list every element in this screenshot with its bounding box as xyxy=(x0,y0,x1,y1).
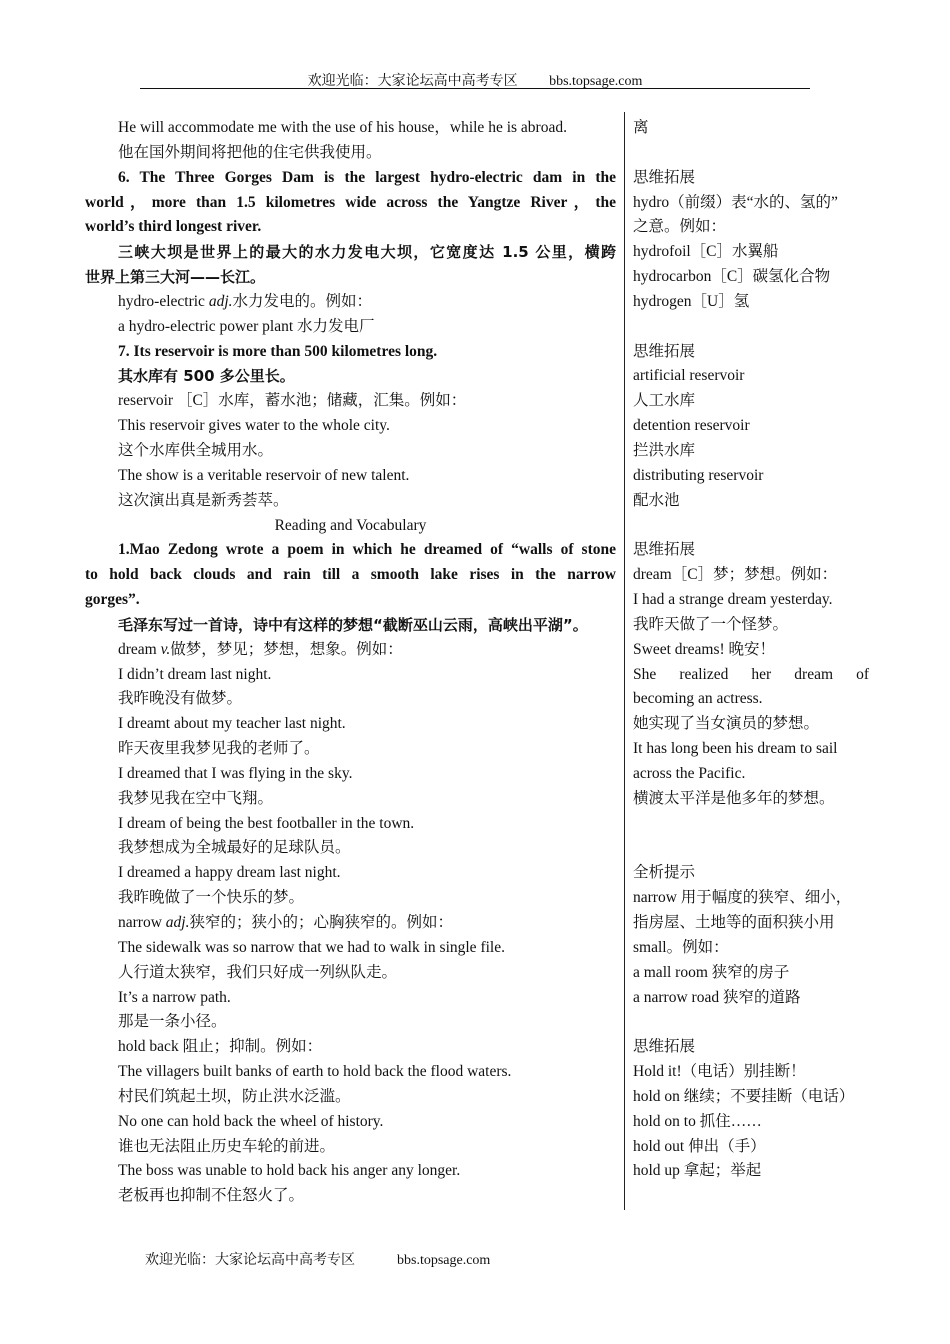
side-note-line: It has long been his dream to sail xyxy=(633,740,838,758)
text-line: He will accommodate me with the use of his house，while he is abroad. xyxy=(118,119,567,136)
side-note-line: 她实现了当女演员的梦想。 xyxy=(633,715,820,733)
side-note-line: becoming an actress. xyxy=(633,690,763,708)
side-note-line: a mall room 狭窄的房子 xyxy=(633,963,790,981)
text-line: The show is a veritable reservoir of new talent. xyxy=(118,466,410,484)
text-line: I dreamt about my teacher last night. xyxy=(118,715,346,733)
text-line: 我昨晚做了一个快乐的梦。 xyxy=(118,889,305,907)
side-note-line: a narrow road 狭窄的道路 xyxy=(633,988,801,1006)
vocab-hydro-electric xyxy=(85,290,616,315)
footer-url: bbs.topsage.com xyxy=(397,1253,491,1268)
main-column xyxy=(85,116,616,1209)
sentence-1-line: to hold back clouds and rain till a smooth lake rises in the narrow xyxy=(85,566,616,584)
text-line: The boss was unable to hold back his anger any longer. xyxy=(118,1162,461,1180)
side-note-line: Hold it!（电话）别挂断！ xyxy=(633,1063,806,1081)
text-line: The villagers built banks of earth to hold back the flood waters. xyxy=(118,1063,512,1081)
side-note-line: hold on 继续；不要挂断（电话） xyxy=(633,1087,855,1105)
spacer xyxy=(633,141,869,166)
side-note-line: 人工水库 xyxy=(633,392,696,410)
side-note-line: 之意。例如： xyxy=(633,218,727,236)
sentence-1-translation: 毛泽东写过一首诗，诗中有这样的梦想“截断巫山云雨，高峡出平湖”。 xyxy=(118,615,588,634)
definition: 水力发电的。例如： xyxy=(232,292,373,310)
side-note-line: 横渡太平洋是他多年的梦想。 xyxy=(633,789,835,807)
sentence-6-line: world’s third longest river. xyxy=(85,218,262,236)
part-of-speech: adj. xyxy=(165,914,190,931)
sentence-7-translation: 其水库有 500 多公里长。 xyxy=(118,367,295,386)
word: dream xyxy=(118,640,161,658)
text-line: 人行道太狭窄，我们只好成一列纵队走。 xyxy=(118,963,398,981)
side-note-heading: 思维拓展 xyxy=(633,541,696,559)
spacer xyxy=(633,836,869,861)
side-note-line: detention reservoir xyxy=(633,417,750,435)
side-note-heading: 思维拓展 xyxy=(633,168,696,186)
vocab-dream xyxy=(85,638,616,663)
text-line: 老板再也抑制不住怒火了。 xyxy=(118,1187,305,1205)
vocab-narrow xyxy=(85,911,616,936)
side-note-line: hold up 拿起；举起 xyxy=(633,1162,762,1180)
side-note-heading: 思维拓展 xyxy=(633,342,696,360)
sentence-6-translation: 世界上第三大河——长江。 xyxy=(85,268,266,287)
page-footer xyxy=(145,1249,490,1269)
header-url: bbs.topsage.com xyxy=(549,74,643,89)
spacer xyxy=(633,1010,869,1035)
sentence-6-translation: 三峡大坝是世界上的最大的水力发电大坝，它宽度达 1.5 公里，横跨 xyxy=(118,243,616,262)
footer-welcome: 欢迎光临：大家论坛高中高考专区 xyxy=(145,1253,355,1268)
side-note-line: hydrofoil［C］水翼船 xyxy=(633,243,779,261)
text-line: I didn’t dream last night. xyxy=(118,665,272,683)
text-line: The sidewalk was so narrow that we had to walk in single file. xyxy=(118,938,505,956)
vocab-hold-back: hold back 阻止；抑制。例如： xyxy=(118,1038,323,1056)
text-line: 谁也无法阻止历史车轮的前进。 xyxy=(118,1137,336,1155)
word: hydro-electric xyxy=(118,292,209,310)
text-line: 他在国外期间将把他的住宅供我使用。 xyxy=(118,143,382,161)
side-note-line: 离 xyxy=(633,119,649,136)
text-line: 那是一条小径。 xyxy=(118,1013,227,1031)
text-line: This reservoir gives water to the whole city. xyxy=(118,417,390,435)
side-note-heading: 全析提示 xyxy=(633,864,696,882)
text-line: a hydro-electric power plant 水力发电厂 xyxy=(118,317,375,335)
text-line: 昨天夜里我梦见我的老师了。 xyxy=(118,740,320,758)
side-note-line: narrow 用于幅度的狭窄、细小， xyxy=(633,889,852,907)
text-line: I dreamed a happy dream last night. xyxy=(118,864,341,882)
side-note-line: hold out 伸出（手） xyxy=(633,1137,766,1155)
text-line: I dreamed that I was flying in the sky. xyxy=(118,764,353,782)
sentence-6-line: 6. The Three Gorges Dam is the largest hydro-electric dam in the xyxy=(118,168,616,186)
vocab-reservoir: reservoir ［C］水库，蓄水池；储藏，汇集。例如： xyxy=(118,392,467,410)
side-note-line: hydro（前缀）表“水的、氢的” xyxy=(633,193,838,211)
section-heading: Reading and Vocabulary xyxy=(274,516,427,534)
sentence-1-line: 1.Mao Zedong wrote a poem in which he dreamed of “walls of stone xyxy=(118,541,616,559)
text-line: 这个水库供全城用水。 xyxy=(118,441,274,459)
definition: 狭窄的；狭小的；心胸狭窄的。例如： xyxy=(189,914,453,931)
spacer xyxy=(633,514,869,539)
side-note-line: I had a strange dream yesterday. xyxy=(633,591,833,609)
page-header xyxy=(0,70,950,90)
side-note-line: 配水池 xyxy=(633,491,680,509)
text-line: 我梦想成为全城最好的足球队员。 xyxy=(118,839,351,857)
side-note-line: 指房屋、土地等的面积狭小用 xyxy=(633,914,835,931)
side-note-line: small。例如： xyxy=(633,938,729,956)
part-of-speech: v. xyxy=(160,640,171,658)
text-line: 这次演出真是新秀荟萃。 xyxy=(118,491,289,509)
side-note-line: hydrogen［U］氢 xyxy=(633,292,750,310)
side-note-line: Sweet dreams! 晚安！ xyxy=(633,640,776,658)
side-note-heading: 思维拓展 xyxy=(633,1038,696,1056)
side-note-line: 拦洪水库 xyxy=(633,441,696,459)
side-note-line: hold on to 抓住…… xyxy=(633,1112,762,1130)
side-note-line: 我昨天做了一个怪梦。 xyxy=(633,615,789,633)
sentence-7: 7. Its reservoir is more than 500 kilometres long. xyxy=(118,342,438,360)
header-welcome: 欢迎光临：大家论坛高中高考专区 xyxy=(307,74,518,89)
side-notes-column xyxy=(633,116,869,1184)
header-rule xyxy=(140,88,810,89)
text-line: I dream of being the best footballer in the town. xyxy=(118,814,415,832)
side-note-line: dream［C］梦；梦想。例如： xyxy=(633,566,838,584)
spacer xyxy=(633,315,869,340)
column-divider xyxy=(624,112,625,1210)
sentence-1-line: gorges”. xyxy=(85,591,140,609)
text-line: 我梦见我在空中飞翔。 xyxy=(118,789,274,807)
text-line: No one can hold back the wheel of history. xyxy=(118,1112,384,1130)
side-note-line: artificial reservoir xyxy=(633,367,745,385)
word: narrow xyxy=(118,914,166,931)
part-of-speech: adj. xyxy=(208,292,233,310)
definition: 做梦，梦见；梦想，想象。例如： xyxy=(170,640,403,658)
spacer xyxy=(633,812,869,837)
text-line: 我昨晚没有做梦。 xyxy=(118,690,243,708)
side-note-line: distributing reservoir xyxy=(633,466,764,484)
text-line: It’s a narrow path. xyxy=(118,988,231,1006)
side-note-line: hydrocarbon［C］碳氢化合物 xyxy=(633,268,831,286)
side-note-line: She realized her dream of xyxy=(633,665,869,683)
text-line: 村民们筑起土坝，防止洪水泛滥。 xyxy=(118,1087,351,1105)
sentence-6-line: world，more than 1.5 kilometres wide across the Yangtze River，the xyxy=(85,193,616,211)
side-note-line: across the Pacific. xyxy=(633,764,746,782)
